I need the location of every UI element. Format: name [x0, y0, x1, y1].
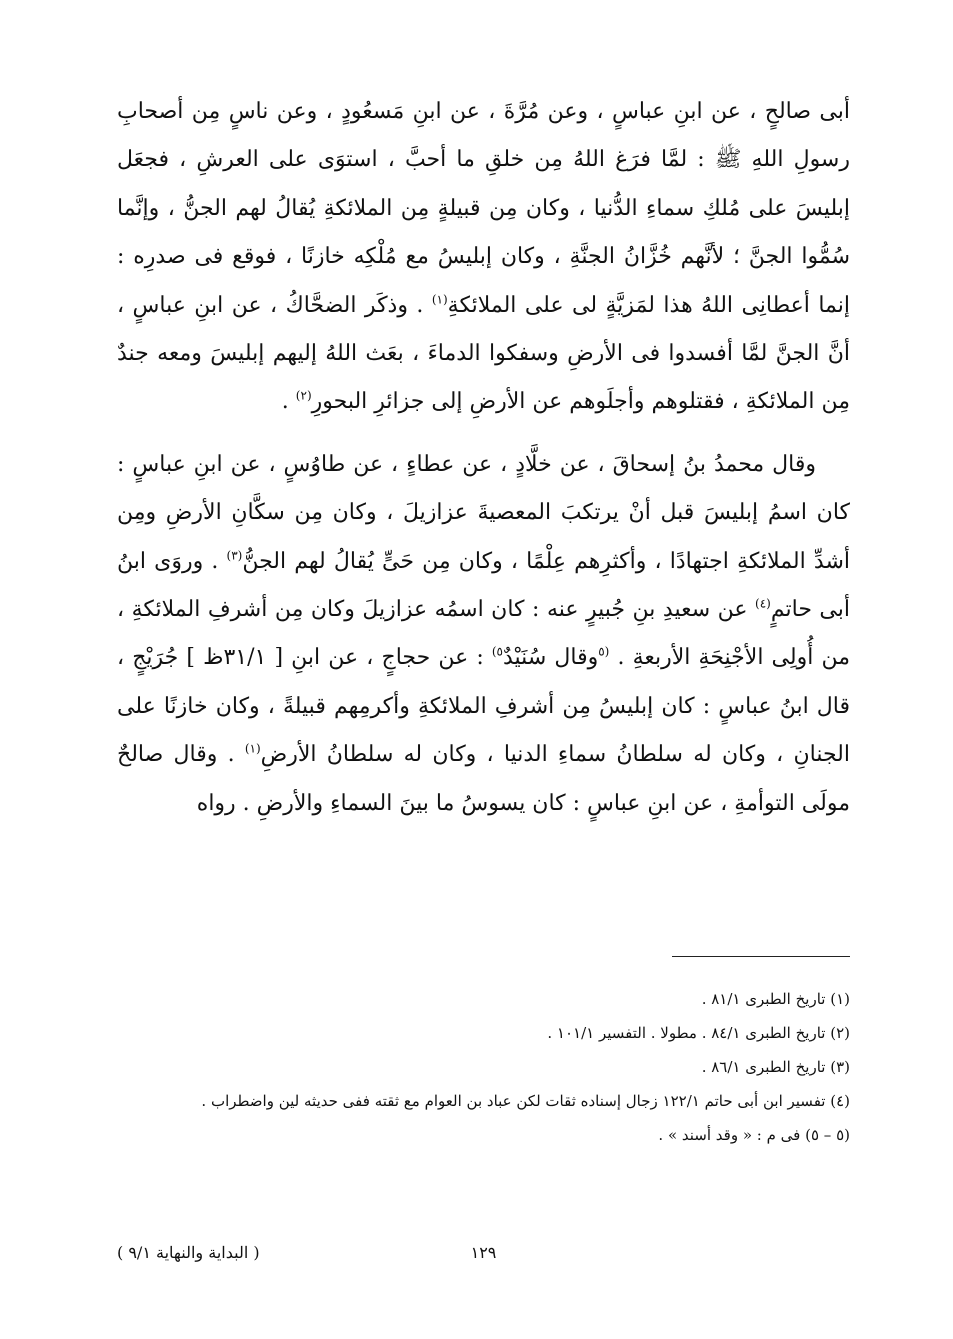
text-run: . وقال صالحٌ مولَى التوأمةِ ، عن ابنِ عباسٍ : كان يسوسُ ما بينَ السماءِ والأرضِ . رواه [117, 742, 850, 816]
page-number: ١٢٩ [470, 1243, 497, 1262]
footnote-ref: (٢) [295, 389, 312, 404]
footnote-item: (٤) تفسير ابن أبى حاتم ١٢٢/١ زجال إسناده ثقات لكن عباد بن العوام مع ثقته ففى حديثه لين واضطراب . [201, 1092, 850, 1110]
footnote-ref: (٥ [598, 645, 610, 660]
footnote-ref: (١) [244, 741, 261, 756]
footnote-item: (٢) تاريخ الطبرى ٨٤/١ . مطولا . التفسير ١٠١/١ . [547, 1024, 850, 1042]
source-reference: ( البداية والنهاية ٩/١ ) [117, 1243, 260, 1262]
footnote-ref: (١) [431, 292, 448, 307]
page-footer [117, 1243, 850, 1273]
text-run: : عن حجاجٍ ، عن ابنِ [ ٣١/١ظ ] جُرَيْجٍ ، قال ابنُ عباسٍ : كان إبليسُ مِن أشرفِ الملائكةِ وأكرمِهم قبيلةً ، وكان خازنًا على الجنانِ ، وكان له سلطانُ سماءِ الدنيا ، وكان له سلطانُ الأرضِ [117, 645, 850, 768]
footnote-item: (٣) تاريخ الطبرى ٨٦/١ . [701, 1058, 850, 1076]
text-run: وقال سُنَيْدٌ [503, 645, 599, 671]
paragraph [117, 441, 850, 828]
text-run: . وروَى ابنُ أبى حاتمٍ [117, 548, 851, 623]
footnote-item: (١) تاريخ الطبرى ٨١/١ . [701, 990, 850, 1008]
main-text [117, 88, 850, 828]
text-run: أبى صالحٍ ، عن ابنِ عباسٍ ، وعن مُرَّةَ ، عن ابنِ مَسعُودٍ ، وعن ناسٍ مِن أصحابِ رسولِ اللهِ ﷺ : لمَّا فرَغ اللهُ مِن خلقِ ما أحبَّ ، استوَى على العرشِ ، فجعَل إبليسَ على مُلكِ سماءِ الدُّنيا ، وكان مِن قبيلةٍ مِن الملائكةِ يُقالُ لهم الجنُّ ، وإنَّما سُمُّوا الجنَّ ؛ لأنَّهم خُزَّانُ الجنَّةِ ، وكان إبليسُ مع مُلْكِه خازنًا ، فوقع فى صدرِه : إنما أعطانِى اللهُ هذا لمَزيَّةٍ لى على الملائكةِ [117, 99, 850, 318]
text-run: . وذكَر الضحَّاكُ ، عن ابنِ عباسٍ ، أنَّ الجنَّ لمَّا أفسدوا فى الأرضِ وسفكوا الدماءَ ، بعَث اللهُ إليهم إبليسَ ومعه جندٌ مِن الملائكةِ ، فقتلوهم وأجلَوهم عن الأرضِ إلى جزائرِ البحورِ [117, 292, 850, 415]
footnote-ref: ٥) [491, 645, 503, 660]
footnote-ref: (٣) [226, 548, 243, 563]
text-run: . [281, 389, 296, 415]
footnote-divider [672, 956, 850, 957]
text-run: وقال محمدُ بنُ إسحاقَ ، عن خلَّادٍ ، عن عطاءٍ ، عن طاوُسٍ ، عن ابنِ عباسٍ : كان اسمُ إبليسَ قبل أنْ يرتكبَ المعصيةَ عزازيلَ ، وكان مِن سكَّانِ الأرضِ ومِن أشدِّ الملائكةِ اجتهادًا ، وأكثرِهم عِلْمًا ، وكان مِن حَىٍّ يُقالُ لهم الجنُّ [117, 451, 850, 574]
paragraph [117, 88, 850, 427]
footnote-ref: (٤) [755, 596, 771, 611]
footnotes [117, 982, 850, 1152]
text-run: عن سعيدِ بنِ جُبيرٍ عنه : كان اسمُه عزازيلَ وكان مِن أشرفِ الملائكةِ ، من أُولِى الأجْنِحَةِ الأربعةِ . [117, 597, 850, 671]
footnote-item: (٥ – ٥) فى م : « وقد أسند » . [658, 1126, 850, 1144]
